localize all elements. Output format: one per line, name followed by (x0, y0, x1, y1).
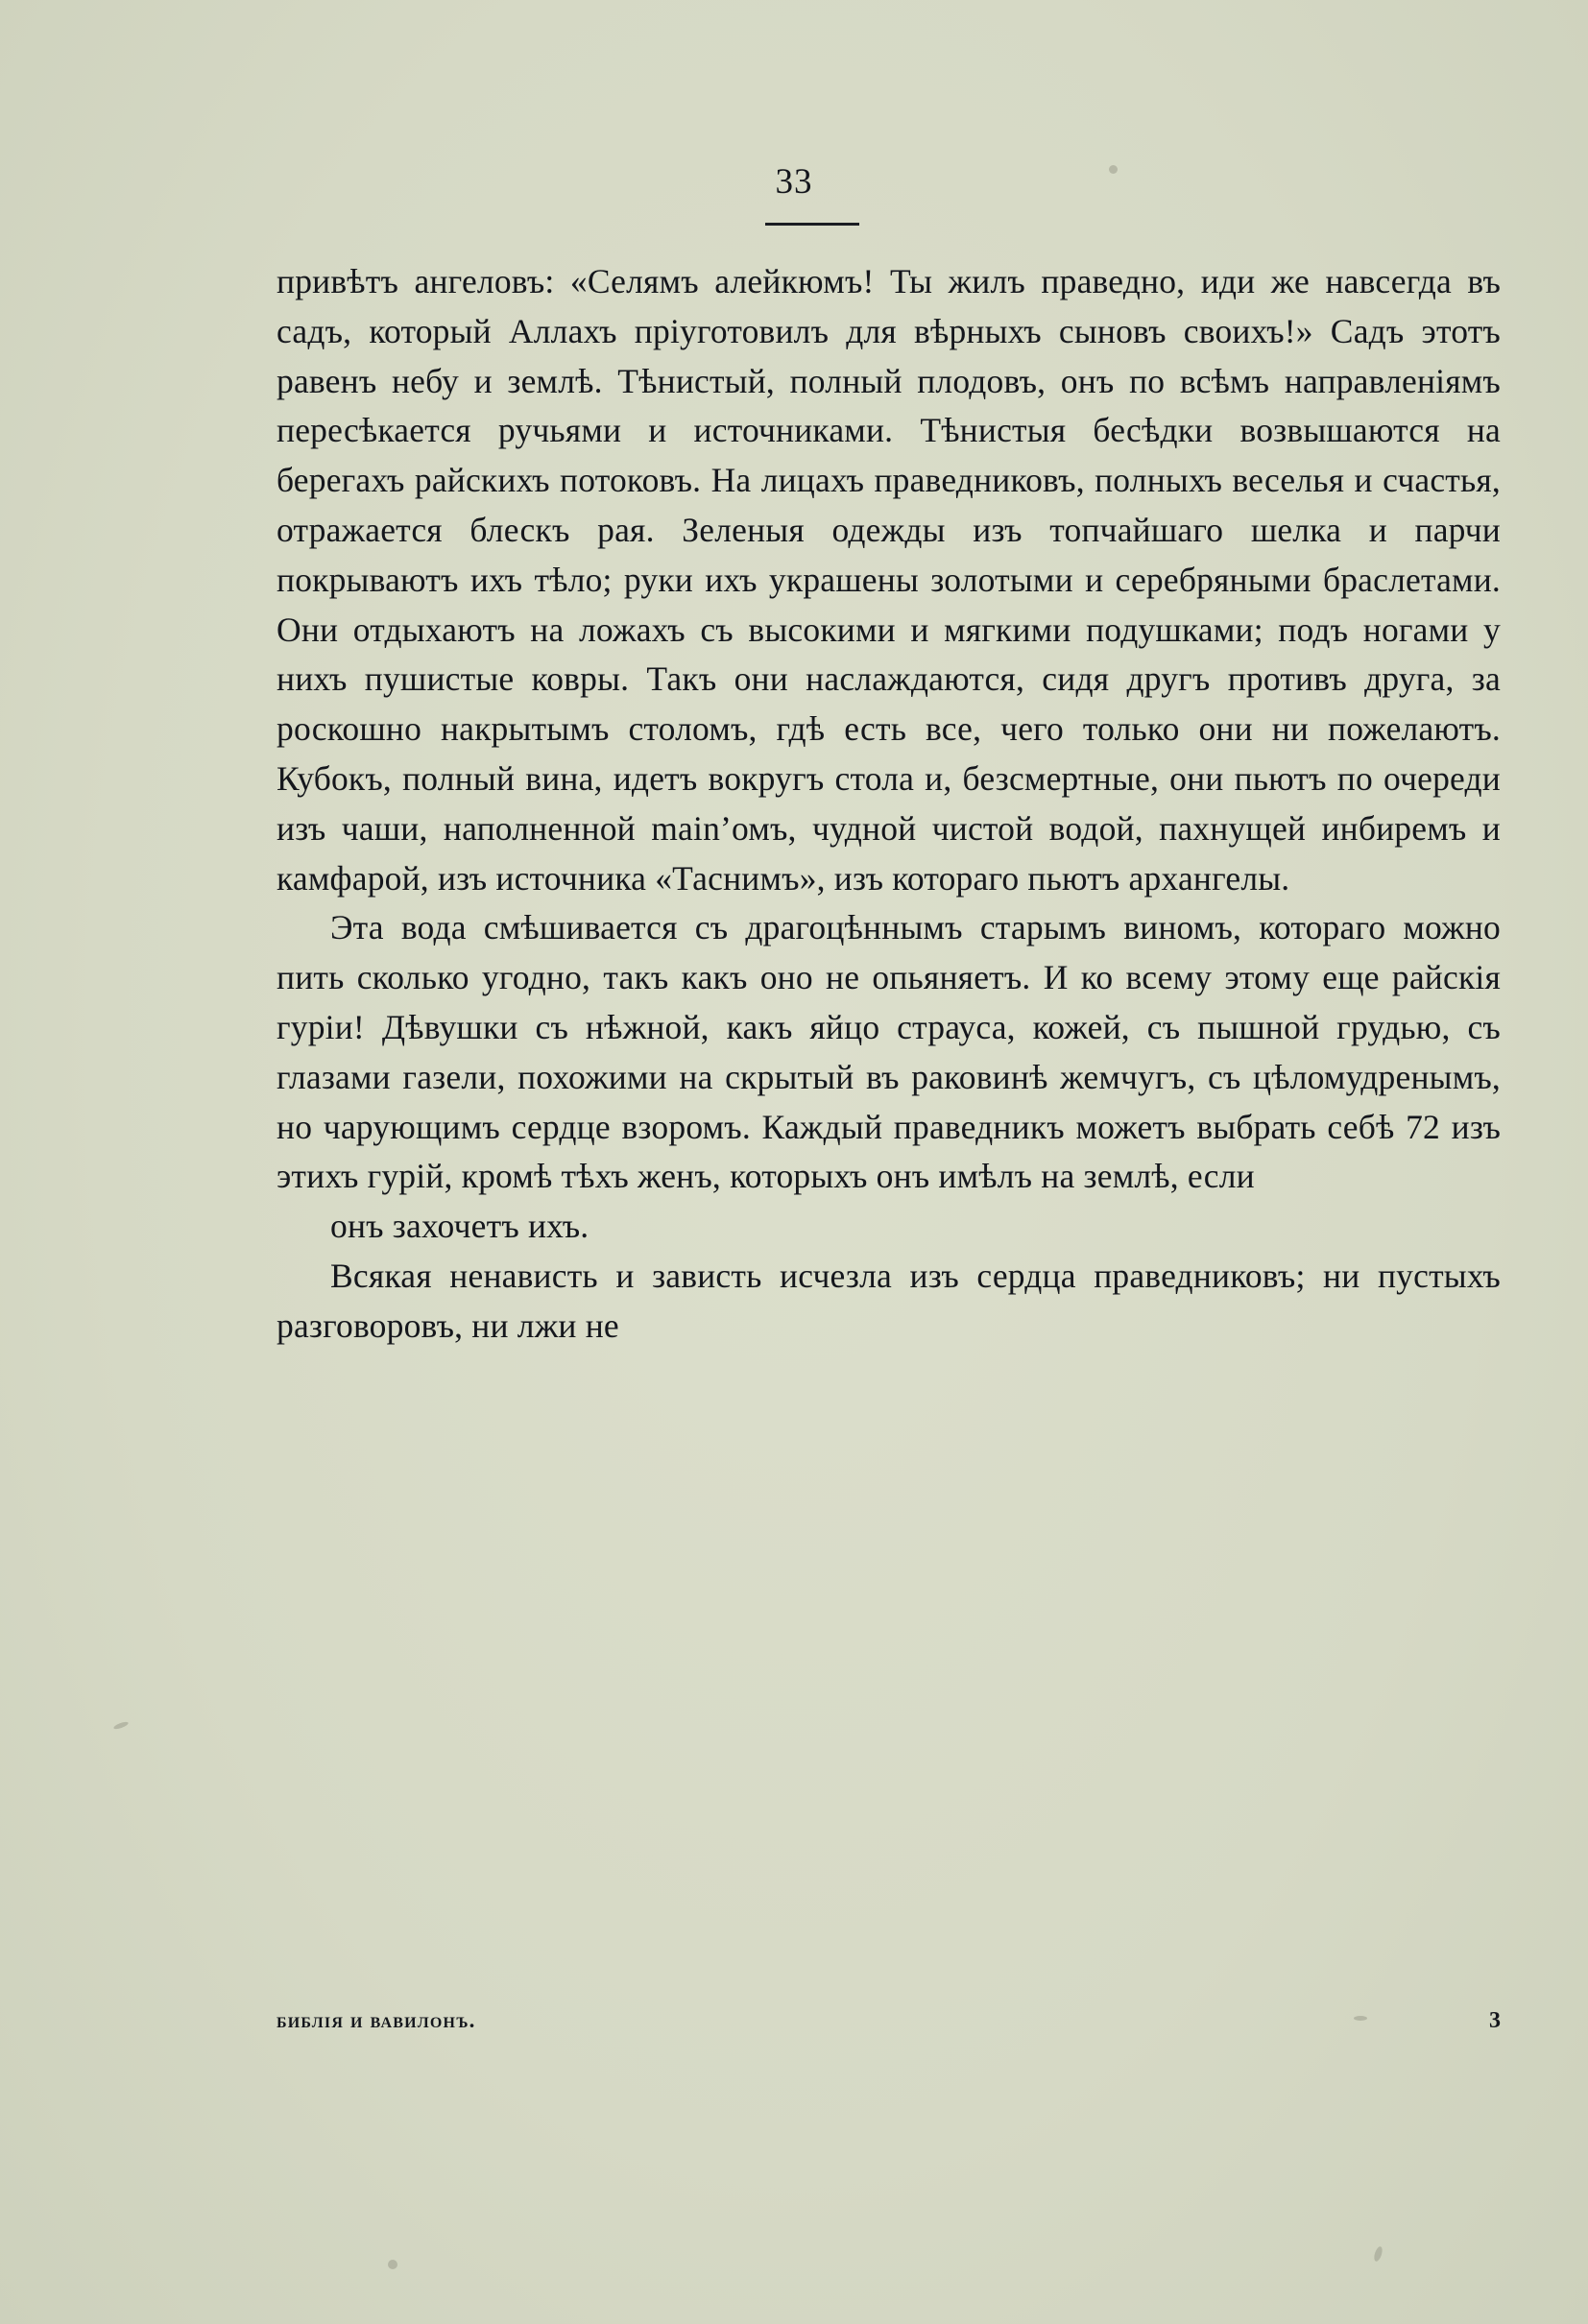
footer-book-title: библія и вавилонъ. (277, 2008, 476, 2032)
paragraph-2-lastline: онъ захочетъ ихъ. (330, 1207, 589, 1246)
paragraph-3: Всякая ненависть и зависть исчезла изъ сердца праведниковъ; ни пустыхъ разговоровъ, ни лжи не (277, 1256, 1501, 1345)
page-number: 33 (775, 162, 813, 202)
paper-speck (1354, 2016, 1367, 2021)
paper-speck (388, 2260, 397, 2269)
paper-speck (1109, 165, 1118, 174)
paragraph-1: привѣтъ ангеловъ: «Селямъ алейкюмъ! Ты жилъ праведно, иди же навсегда въ садъ, который Аллахъ пріуготовилъ для вѣрныхъ сыновъ своихъ!» Садъ этотъ равенъ небу и землѣ. Тѣнистый, полный плодовъ, онъ по всѣмъ направленіямъ пересѣкается ручьями и источниками. Тѣнистыя бесѣдки возвышаются на берегахъ райскихъ потоковъ. На лицахъ праведниковъ, полныхъ веселья и счастья, отражается блескъ рая. Зеленыя одежды изъ топчайшаго шелка и парчи покрываютъ ихъ тѣло; руки ихъ украшены золотыми и серебряными браслетами. Они отдыхаютъ на ложахъ съ высокими и мягкими подушками; подъ ногами у нихъ пушистые ковры. Такъ они наслаждаются, сидя другъ противъ друга, за роскошно накрытымъ столомъ, гдѣ есть все, чего только они ни пожелаютъ. Кубокъ, полный вина, идетъ вокругъ стола и, безсмертные, они пьютъ по очереди изъ чаши, наполненной main’омъ, чудной чистой водой, пахнущей инбиремъ и камфарой, изъ источника «Таснимъ», изъ котораго пьютъ архангелы. (277, 262, 1501, 898)
paragraph-2 (277, 903, 1501, 1252)
page-footer (277, 2008, 1501, 2034)
paper-speck (113, 1720, 130, 1730)
paper-speck (1373, 2245, 1384, 2262)
footer-signature-number: 3 (1489, 2008, 1501, 2033)
page-number-rule (765, 223, 859, 226)
body-text (277, 257, 1501, 1352)
paragraph-2-text: Эта вода смѣшивается съ драгоцѣннымъ старымъ виномъ, котораго можно пить сколько угодно, такъ какъ оно не опьяняетъ. И ко всему этому еще райскія гуріи! Дѣвушки съ нѣжной, какъ яйцо страуса, кожей, съ пышной грудью, съ глазами газели, похожими на скрытый въ раковинѣ жемчугъ, съ цѣломудренымъ, но чарующимъ сердце взоромъ. Каждый праведникъ можетъ выбрать себѣ 72 изъ этихъ гурій, кромѣ тѣхъ женъ, которыхъ онъ имѣлъ на землѣ, если (277, 908, 1501, 1196)
